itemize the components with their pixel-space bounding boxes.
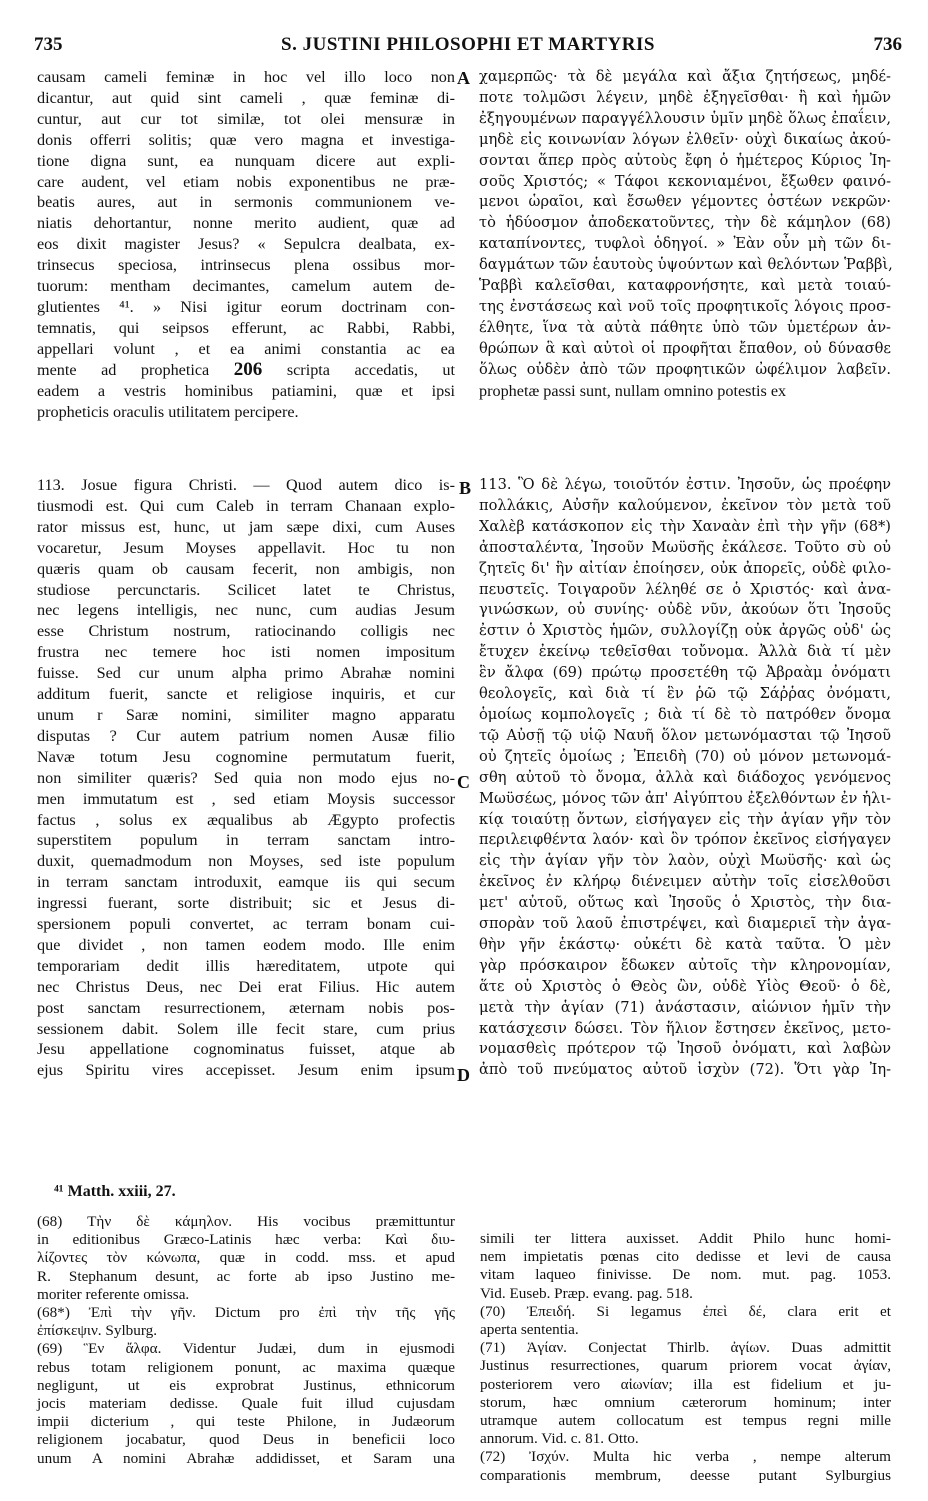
section-marker-a: A xyxy=(457,68,470,88)
note-line: impii dicterium , qui teste Philone, in Judæorum xyxy=(37,1413,455,1431)
text-line: in terram sanctam introduxit, eamque iis qui secum xyxy=(37,873,455,892)
greek-column-b xyxy=(479,475,891,1081)
text-line: nec legens intelligis, nec nunc, cum audias Jesum xyxy=(37,601,455,620)
note-line: (69) Ἓν ἄλφα. Videntur Judæi, dum in ejusmodi xyxy=(37,1340,455,1358)
text-line: beatis aures, aut in sermonis communionem ve- xyxy=(37,193,455,212)
text-fragment: scripta accedatis, ut xyxy=(286,360,456,379)
text-line: ἀπὸ τοῦ πνεύματος αὐτοῦ ἰσχὺν (72). Ὅτι γὰρ Ἰη- xyxy=(479,1061,891,1079)
text-line: κατάσχεσιν δώσει. Τὸν ἥλιον ἔστησεν ἐκεῖνος, μετο- xyxy=(479,1019,891,1037)
text-line: μενοι ὡραῖοι, καὶ ἔσωθεν γέμοντες ὀστέων νεκρῶν· xyxy=(479,193,891,211)
text-line: εἰς τὴν ἁγίαν γῆν τὸν λαὸν, οὐχὶ Μωϋσῆς· καὶ ὡς xyxy=(479,852,891,870)
note-line: simili ter littera auxisset. Addit Philo hunc homi- xyxy=(480,1230,891,1247)
text-line: πευστεῖς. Τοιγαροῦν λέληθέ σε ὁ Χριστός· καὶ ἀνα- xyxy=(479,580,891,598)
text-fragment: mente ad prophetica xyxy=(37,360,210,379)
text-line: ὅλως οὐδὲν ἀπὸ τῶν προφητικῶν ὠφέλιμον λαβεῖν. xyxy=(479,360,891,378)
note-line: vitam laqueo finivisse. De nom. mut. pag. 1053. xyxy=(480,1266,891,1284)
text-line: dicantur, aut quid sint cameli , quæ feminæ di- xyxy=(37,88,455,107)
text-line: 113. Ὃ δὲ λέγω, τοιοῦτόν ἐστιν. Ἰησοῦν, ὡς προέφην xyxy=(479,476,891,493)
text-line: eos dixit magister Jesus? « Sepulcra dealbata, ex- xyxy=(37,235,455,254)
text-line: Ῥαββὶ καλεῖσθαι, καταφρονήσητε, καὶ μετὰ τοιαύ- xyxy=(479,277,891,295)
text-line: nec Christus Deus, nec Dei erat Filius. Hic autem xyxy=(37,977,455,996)
text-line: eadem a vestris hominibus patiamini, quæ et ipsi xyxy=(37,381,455,400)
text-line: factus , solus ex æqualibus ab Ægypto profectis xyxy=(37,810,455,829)
text-line: σονται ἅπερ πρὸς αὐτοὺς ἔφη ὁ ἡμέτερος Κύριος Ἰη- xyxy=(479,151,891,169)
text-line: ἔτυχεν ἐκείνῳ τεθεῖσθαι τοὔνομα. Ἀλλὰ διὰ τί μὲν xyxy=(479,643,891,661)
note-line: (71) Ἁγίαν. Conjectat Thirlb. ἀγίων. Duas admittit xyxy=(480,1339,891,1357)
section-marker-c: C xyxy=(457,772,470,792)
text-line: care audent, vel etiam nobis exponentibus ne præ- xyxy=(37,172,455,191)
note-line: utramque autem collocatum est tempus regni mille xyxy=(480,1412,891,1430)
text-line: superstitem populum in terram sanctam intro- xyxy=(37,831,455,850)
text-line: μετὰ τὴν ἁγίαν (71) ἀνάστασιν, αἰώνιον ἡμῖν τὴν xyxy=(479,998,891,1016)
text-line: propheticis oraculis utilitatem percipere. xyxy=(37,402,299,421)
text-line: temporariam dedit illis hæreditatem, utpote qui xyxy=(37,956,455,975)
note-line: Justinus resurrectiones, quarum priorem vocat ἁγίαν, xyxy=(480,1357,891,1375)
note-line: religionem jocabatur, quod Deus in beneficii loco xyxy=(37,1431,455,1449)
latin-column-b xyxy=(37,475,455,1081)
text-line: καταπίνοντες, τυφλοὶ ὁδηγοί. » Ἐὰν οὖν μὴ τῶν δι- xyxy=(479,235,891,253)
text-line: esse Christum nostrum, ratiocinando colligis nec xyxy=(37,622,455,641)
page-marker-206: 206 xyxy=(233,358,263,380)
text-line: κίᾳ τοιαύτῃ ὄντων, εἰσήγαγεν εἰς τὴν ἁγίαν γῆν τὸν xyxy=(479,810,891,828)
text-line: studiose percunctaris. Scilicet latet te Christus, xyxy=(37,580,455,599)
text-line: spersionem populi convertet, ac terram bonam cui- xyxy=(37,915,455,934)
note-line: (72) Ἰσχύν. Multa hic verba , nempe alterum xyxy=(480,1448,891,1466)
note-line: (68*) Ἐπὶ τὴν γῆν. Dictum pro ἐπὶ τὴν τῆς γῆς xyxy=(37,1304,455,1322)
text-line: tiusmodi est. Qui cum Caleb in terram Chanaan explo- xyxy=(37,496,455,515)
footnote-reference: ⁴¹ Matth. xxiii, 27. xyxy=(54,1183,176,1200)
text-line: glutientes ⁴¹. » Nisi igitur eorum doctrinam con- xyxy=(37,297,455,316)
note-line: Vid. Euseb. Præp. evang. pag. 518. xyxy=(480,1284,693,1302)
note-line: R. Stephanum desunt, ac forte ab ipso Justino me- xyxy=(37,1267,455,1285)
text-line: Navæ totum Jesu cognomine permutatum fuerit, xyxy=(37,747,455,766)
notes-column-left xyxy=(37,1213,455,1468)
section-marker-d: D xyxy=(457,1065,470,1085)
text-line: γὰρ πρόσκαιρον ἔδωκεν αὐτοῖς τὴν κληρονομίαν, xyxy=(479,956,891,974)
text-line: tuorum: mentham decimantes, camelum autem de- xyxy=(37,277,455,296)
text-line: της ἐνστάσεως καὶ νοῦ τοῖς προφητικοῖς λόγοις προσ- xyxy=(479,297,891,315)
text-line: ejus Spiritu vires accepisset. Jesum enim ipsum xyxy=(37,1061,455,1080)
text-line: ἐστιν ὁ Χριστὸς ἡμῶν, συλλογίζῃ οὐκ ἀργῶς οὐδ' ὡς xyxy=(479,622,891,640)
notes-column-right xyxy=(480,1230,891,1485)
text-line: σοῦς Χριστός; « Τάφοι κεκονιαμένοι, ἔξωθεν φαινό- xyxy=(479,172,891,190)
text-line: temnatis, qui seipsos efferunt, ac Rabbi, Rabbi, xyxy=(37,318,455,337)
text-line: νομασθεὶς πρότερον τῷ Ἰησοῦ ὀνόματι, καὶ λαβὼν xyxy=(479,1040,891,1058)
note-line: ἐπίσκεψιν. Sylburg. xyxy=(37,1322,158,1340)
note-line: aperta sententia. xyxy=(480,1321,579,1339)
text-line: σπορὰν τοῦ λαοῦ ἐπιστρέψει, καὶ διαμεριεῖ τὴν ἀγα- xyxy=(479,915,891,933)
text-line: unum r Saræ nomini, similiter magno apparatu xyxy=(37,705,455,724)
text-line: ζητεῖς δι' ἣν αἰτίαν ἐποίησεν, οὐκ ἀπορεῖς, οὐδὲ φιλο- xyxy=(479,559,891,577)
text-line: Χαλὲβ κατάσκοπον εἰς τὴν Χαναὰν ἐπὶ τὴν γῆν (68*) xyxy=(479,517,891,535)
text-line: σθη αὐτοῦ τὸ ὄνομα, ἀλλὰ καὶ διάδοχος γενόμενος xyxy=(479,768,891,786)
text-line: μετ' αὐτοῦ, οὕτως καὶ Ἰησοῦς ὁ Χριστὸς, τὴν δια- xyxy=(479,894,891,912)
text-line: sessionem dabit. Solem ille fecit stare, cum prius xyxy=(37,1019,455,1038)
note-line: rebus totam religionem ponunt, ac maxima quæque xyxy=(37,1358,455,1376)
text-line: cuntur, aut cur tot similæ, tot olei mensuræ in xyxy=(37,109,455,128)
text-line: duxit, quemadmodum non Moyses, sed iste populum xyxy=(37,852,455,871)
text-line: πολλάκις, Αὐσῆν καλούμενον, ἐκεῖνον τὸν μετὰ τοῦ xyxy=(479,496,891,514)
text-line: Jesu appellatione cognominatus fuisset, atque ab xyxy=(37,1040,455,1059)
text-line: non similiter quæris? Sed quia non modo ejus no- xyxy=(37,768,455,787)
text-line: vocaretur, Jesum Moyses appellavit. Hoc tu non xyxy=(37,538,455,557)
text-line: que dividet , non tamen eodem modo. Ille enim xyxy=(37,935,455,954)
text-line: έλθητε, ἵνα τὰ αὐτὰ πάθητε ὑπὸ τῶν ὑμετέρων ἀν- xyxy=(479,318,891,336)
greek-column-a xyxy=(479,67,891,402)
note-line: in editionibus Græco-Latinis hæc verba: Καὶ διυ- xyxy=(37,1231,455,1249)
note-line: storum, hæc omnium cæterorum hominum; inter xyxy=(480,1393,891,1411)
note-line: annorum. Vid. c. 81. Otto. xyxy=(480,1430,639,1448)
note-line: comparationis membrum, deesse putant Sylburgius xyxy=(480,1466,891,1484)
text-line: ἐξηγουμένων παραγγέλλουσιν ὑμῖν μηδὲ ὅλως ἐπαΐειν, xyxy=(479,109,891,127)
note-line: (68) Τὴν δὲ κάμηλον. His vocibus præmittuntur xyxy=(37,1213,455,1230)
text-line: ἓν ἄλφα (69) πρώτῳ προσετέθη τῷ Ἀβραὰμ ὀνόματι xyxy=(479,664,891,682)
note-line: jocis materiam dedisse. Quale fuit illud cujusdam xyxy=(37,1395,455,1413)
text-line: θρώπων ἃ καὶ αὐτοὶ οἱ προφῆται ἔπαθον, οὐ δύνασθε xyxy=(479,339,891,357)
note-line: (70) Ἐπειδή. Si legamus ἐπεὶ δέ, clara erit et xyxy=(480,1302,891,1320)
text-line: prophetæ passi sunt, nullam omnino potestis ex xyxy=(479,381,787,400)
text-line: causam cameli feminæ in hoc vel illo loco non xyxy=(37,68,455,86)
text-line: additum fuerit, sancte et religiose inquiris, et cur xyxy=(37,685,455,704)
note-line: posteriorem vero αἰωνίαν; illa est fidelium et ju- xyxy=(480,1375,891,1393)
text-line: Μωϋσέως, μόνος τῶν ἀπ' Αἰγύπτου ἐξελθόντων ἐν ἡλι- xyxy=(479,789,891,807)
text-line: appellari volunt , et ea animi constantia ac ea xyxy=(37,339,455,358)
text-line: trinsecus speciosa, intrinsecus plena ossibus mor- xyxy=(37,256,455,275)
note-line: negligunt, ut eis exprobrat Justinus, ethnicorum xyxy=(37,1376,455,1394)
text-line: 113. Josue figura Christi. — Quod autem dico is- xyxy=(37,476,455,494)
text-line: niatis dehortantur, nonne merito audient, quæ ad xyxy=(37,214,455,233)
note-line: moriter referente omissa. xyxy=(37,1285,190,1303)
text-line: fuisse. Sed cur unum alpha primo Abrahæ nomini xyxy=(37,664,455,683)
text-line: ἀποσταλέντα, Ἰησοῦν Μωϋσῆς ἐκάλεσε. Τοῦτο σὺ οὐ xyxy=(479,538,891,556)
text-line: men immutatum est , sed etiam Moysis successor xyxy=(37,789,455,808)
note-line: unum A nomini Abrahæ addidisset, et Saram una xyxy=(37,1449,455,1467)
text-line: δαγμάτων τῶν ἑαυτοὺς ὑψούντων καὶ θελόντων Ῥαββὶ, xyxy=(479,256,893,274)
text-line: ἅτε οὐ Χριστὸς ὁ Θεὸς ὢν, οὐδὲ Υἱὸς Θεοῦ· ὁ δὲ, xyxy=(479,977,891,995)
text-line: τὸ ἡδύοσμον ἀποδεκατοῦντες, τὴν δὲ κάμηλον (68) xyxy=(479,214,891,232)
note-line: λίζοντες τὸν κώνωπα, quæ in codd. mss. et apud xyxy=(37,1249,455,1267)
text-line: θεολογεῖς, καὶ διὰ τί ἓν ῥῶ τῷ Σάῤῥας ὀνόματι, xyxy=(479,685,891,703)
text-line: disputas ? Cur autem patrium nomen Ausæ filio xyxy=(37,726,455,745)
text-line: ποτε τολμῶσι λέγειν, μηδὲ ἐξηγεῖσθαι· ἢ καὶ ἡμῶν xyxy=(479,88,891,106)
text-line: ἐκεῖνος ἐν κλήρῳ διένειμεν αὐτὴν τοῖς εἰσελθοῦσι xyxy=(479,873,891,891)
text-line: θὴν γῆν ἑκάστῳ· οὐκέτι δὲ κατὰ ταῦτα. Ὁ μὲν xyxy=(479,935,891,953)
text-line: τῷ Αὐσῇ τῷ υἱῷ Ναυῆ ὅλον μετωνόμασται τῷ Ἰησοῦ xyxy=(479,726,891,744)
text-line: μηδὲ εἰς κοινωνίαν λόγων ἐλθεῖν· οὐχὶ δικαίως ἀκού- xyxy=(479,130,891,148)
text-line: χαμερπῶς· τὰ δὲ μεγάλα καὶ ἄξια ζητήσεως, μηδέ- xyxy=(479,68,891,85)
text-line: ὁμοίως κομπολογεῖς ; διὰ τί δὲ τὸ πατρόθεν ὄνομα xyxy=(479,705,891,723)
text-line: post sanctam resurrectionem, æternam nobis pos- xyxy=(37,998,455,1017)
page-number-left: 735 xyxy=(34,34,63,55)
text-line: quæris quam ob causam fecerit, non ambigis, non xyxy=(37,559,455,578)
text-line: tione digna sunt, ea nunquam dicere aut expli- xyxy=(37,151,455,170)
page-number-right: 736 xyxy=(873,34,902,55)
text-line: ingressi fuerant, sorte distribuit; sic et Jesus di- xyxy=(37,894,455,913)
section-marker-b: B xyxy=(459,478,472,498)
text-line: οὐ ζητεῖς ὁμοίως ; Ἐπειδὴ (70) οὐ μόνον μετωνομά- xyxy=(479,747,891,765)
text-line-with-page-marker xyxy=(37,360,455,381)
text-line: περιλειφθέντα λαόν· καὶ ὃν τρόπον ἐκεῖνος εἰσήγαγεν xyxy=(479,831,891,849)
text-line: donis offerri solitis; quæ vero magna et investiga- xyxy=(37,130,455,149)
text-line: frustra nec temere hoc isti nomen impositum xyxy=(37,643,455,662)
text-line: γινώσκων, οὐ συνίης· οὐδὲ νῦν, ἀκούων ὅτι Ἰησοῦς xyxy=(479,601,891,619)
text-line: rator missus est, hunc, ut jam sæpe dixi, cum Auses xyxy=(37,517,455,536)
page-header xyxy=(34,34,902,60)
latin-column-a xyxy=(37,67,455,422)
running-title: S. JUSTINI PHILOSOPHI ET MARTYRIS xyxy=(281,34,655,55)
note-line: nem impietatis pœnas cito dedisse et levi de causa xyxy=(480,1248,891,1266)
